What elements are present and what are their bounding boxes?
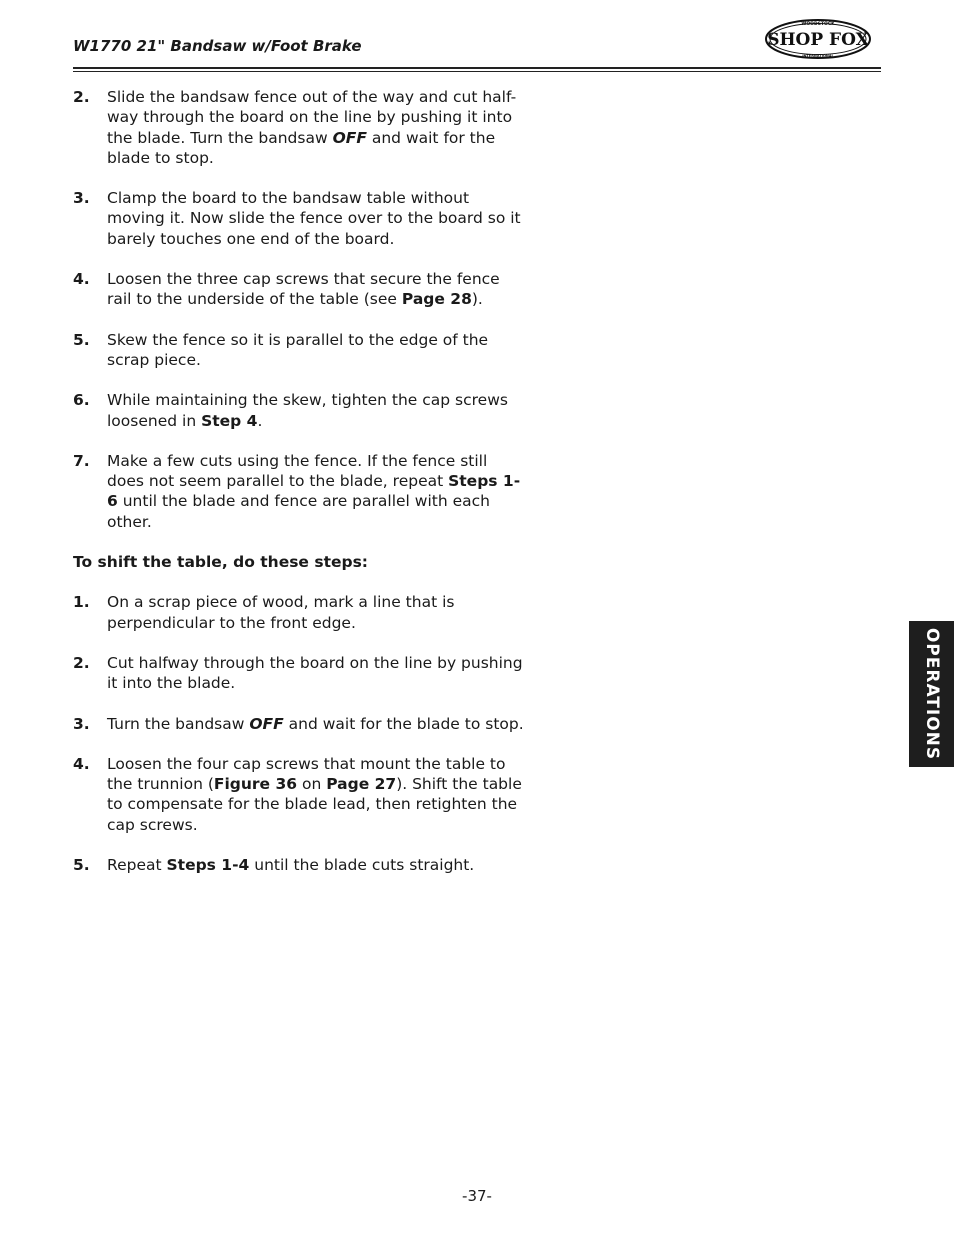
step-text: Slide the bandsaw fence out of the way and cut half-way through the board on the line by pushing it into the blade. Turn the bandsaw — [107, 88, 517, 147]
step-number: 5. — [73, 856, 90, 875]
step-list-shift-table — [73, 592, 525, 875]
step-number: 4. — [73, 754, 90, 773]
logo-top-text: WOODSTOCK — [801, 22, 835, 27]
step-text: until the blade cuts straight. — [249, 856, 475, 875]
step-text: Make a few cuts using the fence. If the fence still does not seem parallel to the blade, repeat — [107, 451, 488, 491]
section-subheading: To shift the table, do these steps: — [73, 553, 369, 572]
step-text: On a scrap piece of wood, mark a line that is perpendicular to the front edge. — [107, 593, 455, 632]
step-text: Turn the bandsaw — [107, 714, 250, 733]
logo-bottom-text: INTERNATIONAL — [802, 54, 834, 58]
header-rule-thick — [73, 67, 881, 69]
emphasis-text: Step 4 — [201, 411, 258, 430]
header-rule-thin — [73, 71, 881, 72]
step-text: Cut halfway through the board on the line by pushing it into the blade. — [107, 653, 523, 693]
step-text: While maintaining the skew, tighten the cap screws loosened in — [107, 391, 508, 430]
step-number: 3. — [73, 189, 90, 208]
step-text: and wait for the blade to stop. — [107, 128, 496, 167]
step-text: Repeat — [107, 856, 167, 875]
step-number: 2. — [73, 88, 90, 106]
list-item — [73, 269, 525, 310]
emphasis-text: Steps 1-4 — [166, 856, 250, 875]
step-text: Loosen the four cap screws that mount the table to the trunnion ( — [107, 754, 506, 794]
step-number: 6. — [73, 391, 90, 410]
logo-text: SHOP FOX — [767, 30, 869, 50]
step-text: Loosen the three cap screws that secure the fence rail to the underside of the table (see — [107, 270, 500, 309]
emphasis-text: OFF — [332, 128, 367, 147]
step-text: until the blade and fence are parallel with each other. — [107, 492, 490, 531]
emphasis-text: Figure 36 — [213, 775, 298, 794]
step-number: 5. — [73, 330, 90, 349]
step-number: 4. — [73, 270, 90, 289]
list-item — [73, 188, 525, 249]
list-item — [73, 714, 525, 734]
main-content — [73, 87, 525, 895]
list-item — [73, 87, 525, 168]
list-item — [73, 592, 525, 633]
document-title: W1770 21" Bandsaw w/Foot Brake — [73, 37, 362, 55]
step-number: 2. — [73, 653, 90, 672]
step-text: and wait for the blade to stop. — [283, 714, 524, 733]
step-number: 1. — [73, 593, 90, 612]
step-number: 7. — [73, 451, 90, 470]
list-item — [73, 390, 525, 431]
step-text: . — [257, 411, 263, 430]
emphasis-text: Steps 1-6 — [107, 472, 521, 511]
step-text: on — [297, 775, 327, 794]
step-text: Skew the fence so it is parallel to the edge of the scrap piece. — [107, 330, 489, 369]
shop-fox-logo — [764, 17, 872, 61]
step-text: Clamp the board to the bandsaw table without moving it. Now slide the fence over to the board so it barely touches one end of the board. — [107, 189, 521, 248]
page-number: -37- — [462, 1187, 492, 1205]
step-number: 3. — [73, 714, 90, 733]
emphasis-text: Page 28 — [401, 290, 472, 309]
list-item — [73, 754, 525, 835]
emphasis-text: OFF — [249, 714, 284, 733]
list-item — [73, 451, 525, 532]
step-text: ). — [471, 290, 483, 309]
step-text: ). Shift the table to compensate for the blade lead, then retighten the cap screws. — [107, 775, 522, 834]
list-item — [73, 330, 525, 371]
step-list-fence — [73, 87, 525, 532]
list-item — [73, 855, 525, 875]
list-item — [73, 653, 525, 694]
emphasis-text: Page 27 — [326, 775, 397, 794]
section-tab-label: OPERATIONS — [921, 627, 942, 761]
section-tab — [909, 621, 954, 767]
